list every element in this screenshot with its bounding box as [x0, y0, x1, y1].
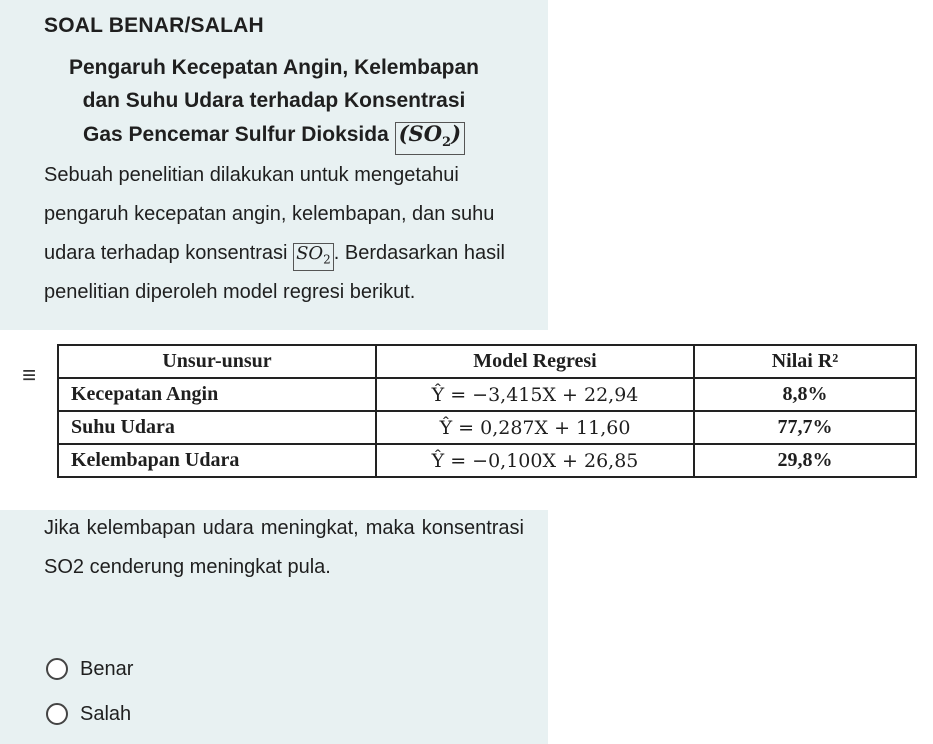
row-nilai: 29,8%	[694, 444, 916, 477]
formula-sub: 2	[442, 135, 452, 151]
so2-formula-box	[395, 122, 465, 155]
radio-icon[interactable]	[46, 703, 68, 725]
intro-paragraph	[44, 156, 524, 312]
formula-main: (SO	[398, 121, 443, 146]
table-row	[58, 444, 916, 477]
formula-end: )	[451, 121, 462, 146]
so2-inline-box	[293, 243, 334, 271]
header-unsur: Unsur-unsur	[58, 345, 376, 378]
row-unsur: Kecepatan Angin	[58, 378, 376, 411]
row-nilai: 77,7%	[694, 411, 916, 444]
row-model: Ŷ = 0,287X + 11,60	[376, 411, 694, 444]
title-line-2: dan Suhu Udara terhadap Konsentrasi	[82, 89, 466, 112]
table-row	[58, 411, 916, 444]
row-nilai: 8,8%	[694, 378, 916, 411]
title-line-3-text: Gas Pencemar Sulfur Dioksida	[82, 123, 389, 146]
row-model: Ŷ = −3,415X + 22,94	[376, 378, 694, 411]
question-type-heading: SOAL BENAR/SALAH	[44, 14, 264, 37]
statement-text: Jika kelembapan udara meningkat, maka konsentrasi SO2 cenderung meningkat pula.	[44, 517, 524, 578]
title-line-1: Pengaruh Kecepatan Angin, Kelembapan	[69, 56, 479, 79]
title-line-3	[20, 122, 528, 155]
option-benar[interactable]	[46, 656, 133, 682]
row-model: Ŷ = −0,100X + 26,85	[376, 444, 694, 477]
list-icon[interactable]: ≡	[22, 362, 37, 389]
header-model: Model Regresi	[376, 345, 694, 378]
table-row	[58, 378, 916, 411]
inline-formula-main: SO	[296, 243, 324, 264]
header-nilai: Nilai R²	[694, 345, 916, 378]
regression-table	[57, 344, 917, 478]
option-label: Benar	[80, 657, 134, 680]
option-label: Salah	[80, 702, 132, 725]
intro-part-2: . Berdasarkan hasil penelitian diperoleh model regresi berikut.	[44, 242, 505, 303]
row-unsur: Suhu Udara	[58, 411, 376, 444]
radio-icon[interactable]	[46, 658, 68, 680]
table-header-row	[58, 345, 916, 378]
intro-part-1: Sebuah penelitian dilakukan untuk mengetahui pengaruh kecepatan angin, kelembapan, dan suhu udara terhadap konsentrasi	[44, 164, 495, 264]
inline-formula-sub: 2	[323, 252, 331, 267]
option-salah[interactable]	[46, 701, 131, 727]
row-unsur: Kelembapan Udara	[58, 444, 376, 477]
